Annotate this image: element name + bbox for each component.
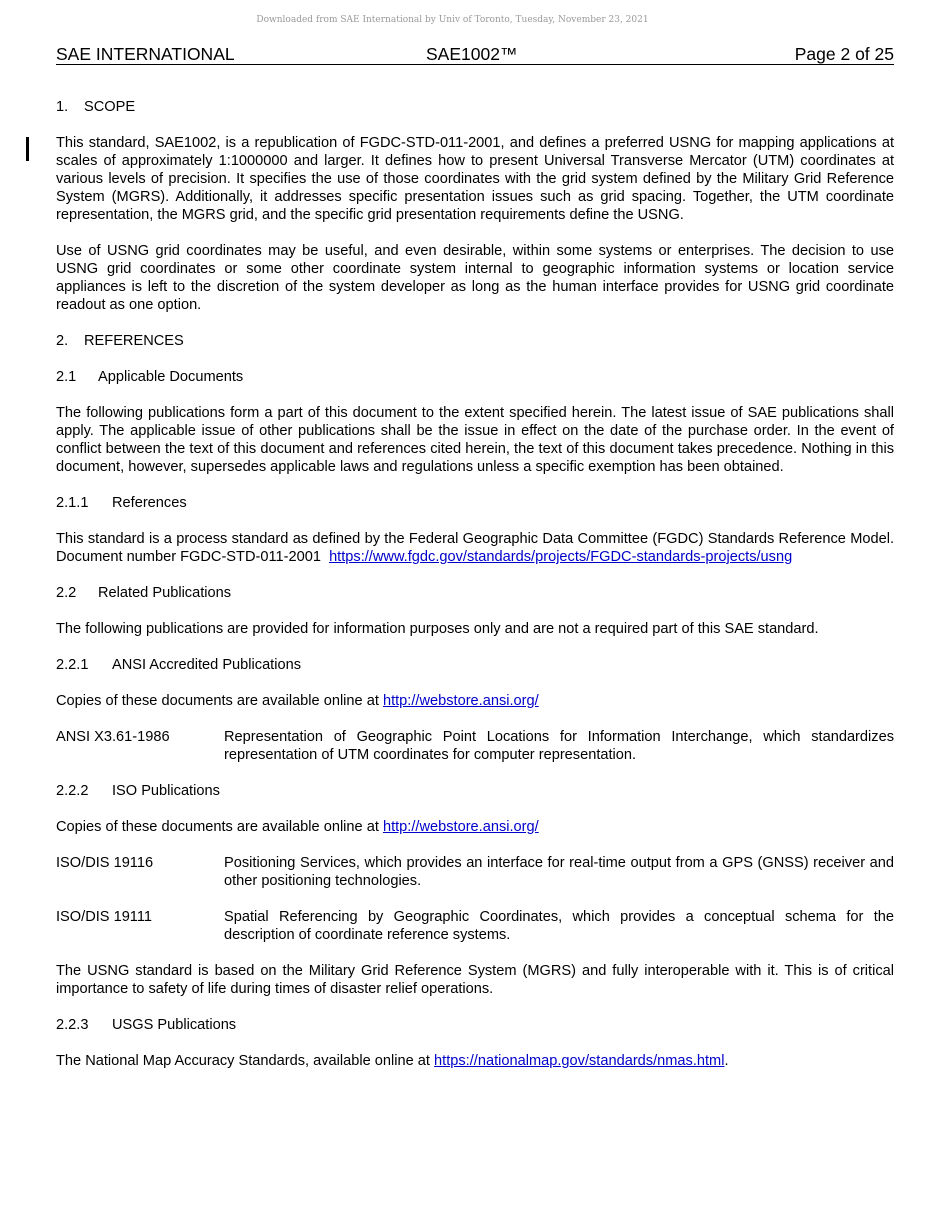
references-paragraph	[56, 530, 894, 566]
section-number: 2.2	[56, 585, 77, 601]
section-number: 2.1.1	[56, 495, 89, 511]
download-watermark: Downloaded from SAE International by Univ of Toronto, Tuesday, November 23, 2021	[256, 15, 649, 25]
section-applicable-documents-heading	[56, 368, 894, 386]
reference-entry	[56, 854, 894, 890]
section-title: ANSI Accredited Publications	[112, 657, 302, 673]
section-title: REFERENCES	[84, 333, 184, 349]
ansi-webstore-link[interactable]: http://webstore.ansi.org/	[382, 693, 539, 709]
section-number: 2.2.2	[56, 783, 89, 799]
section-scope-heading	[56, 98, 894, 116]
reference-description: Positioning Services, which provides an interface for real-time output from a GPS (GNSS) receiver and other positioning technologies.	[224, 855, 894, 889]
nmas-text: The National Map Accuracy Standards, available online at	[56, 1053, 430, 1069]
usng-mgrs-paragraph: The USNG standard is based on the Military Grid Reference System (MGRS) and fully interoperable with it. This is of critical importance to safety of life during times of disaster relief operations.	[56, 963, 894, 997]
reference-entry	[56, 728, 894, 764]
reference-code: ANSI X3.61-1986	[56, 729, 170, 745]
section-title: References	[112, 495, 187, 511]
section-number: 2.1	[56, 369, 77, 385]
nmas-paragraph	[56, 1052, 894, 1070]
section-number: 1.	[56, 99, 69, 115]
fgdc-link[interactable]: https://www.fgdc.gov/standards/projects/FGDC-standards-projects/usng	[329, 549, 793, 565]
section-title: USGS Publications	[112, 1017, 237, 1033]
section-number: 2.2.3	[56, 1017, 89, 1033]
change-bar	[26, 137, 29, 161]
section-references-heading	[56, 332, 894, 350]
applicable-documents-paragraph: The following publications form a part of this document to the extent specified herein. The latest issue of SAE publications shall apply. The applicable issue of other publications shall be the issue in effect on the date of the purchase order. In the event of conflict between the text of this document and references cited herein, the text of this document takes precedence. Nothing in this document, however, supersedes applicable laws and regulations unless a specific exemption has been obtained.	[56, 405, 894, 475]
iso-webstore-link[interactable]: http://webstore.ansi.org/	[382, 819, 539, 835]
section-usgs-heading	[56, 1016, 894, 1034]
nmas-link[interactable]: https://nationalmap.gov/standards/nmas.html	[434, 1053, 725, 1069]
reference-code: ISO/DIS 19111	[56, 909, 152, 925]
iso-copies-paragraph	[56, 818, 894, 836]
header-page-number: Page 2 of 25	[794, 44, 894, 64]
references-text: This standard is a process standard as defined by the Federal Geographic Data Committee (FGDC) Standards Reference Model. Document number FGDC-STD-011-2001	[56, 531, 894, 565]
section-title: SCOPE	[84, 99, 136, 115]
section-ansi-heading	[56, 656, 894, 674]
reference-description: Spatial Referencing by Geographic Coordinates, which provides a conceptual schema for the description of coordinate reference systems.	[224, 909, 894, 943]
reference-code: ISO/DIS 19116	[56, 855, 154, 871]
reference-description: Representation of Geographic Point Locations for Information Interchange, which standardizes representation of UTM coordinates for computer representation.	[224, 729, 894, 763]
related-publications-paragraph: The following publications are provided for information purposes only and are not a required part of this SAE standard.	[56, 621, 819, 637]
section-title: ISO Publications	[112, 783, 220, 799]
scope-paragraph-1: This standard, SAE1002, is a republication of FGDC-STD-011-2001, and defines a preferred USNG for mapping applications at scales of approximately 1:1000000 and larger. It defines how to present Universal Transverse Mercator (UTM) coordinates at various levels of precision. It specifies the use of those coordinates with the grid system defined by the Military Grid Reference System (MGRS). Additionally, it addresses specific presentation issues such as grid spacing. Together, the UTM coordinate representation, the MGRS grid, and the specific grid presentation requirements define the USNG.	[56, 135, 894, 223]
section-title: Applicable Documents	[98, 369, 244, 385]
document-body	[56, 98, 894, 1088]
copies-text: Copies of these documents are available online at	[56, 693, 379, 709]
page-header	[56, 44, 894, 65]
copies-text: Copies of these documents are available online at	[56, 819, 379, 835]
header-organization: SAE INTERNATIONAL	[56, 44, 235, 64]
ansi-copies-paragraph	[56, 692, 894, 710]
section-number: 2.2.1	[56, 657, 89, 673]
section-references-sub-heading	[56, 494, 894, 512]
reference-entry	[56, 908, 894, 944]
section-iso-heading	[56, 782, 894, 800]
section-related-publications-heading	[56, 584, 894, 602]
section-title: Related Publications	[98, 585, 232, 601]
header-document-id: SAE1002™	[426, 44, 518, 64]
scope-paragraph-2: Use of USNG grid coordinates may be useful, and even desirable, within some systems or enterprises. The decision to use USNG grid coordinates or some other coordinate system internal to geographic information systems or location service appliances is left to the discretion of the system developer as long as the human interface provides for USNG grid coordinate readout as one option.	[56, 243, 894, 313]
nmas-period: .	[724, 1053, 729, 1069]
section-number: 2.	[56, 333, 69, 349]
